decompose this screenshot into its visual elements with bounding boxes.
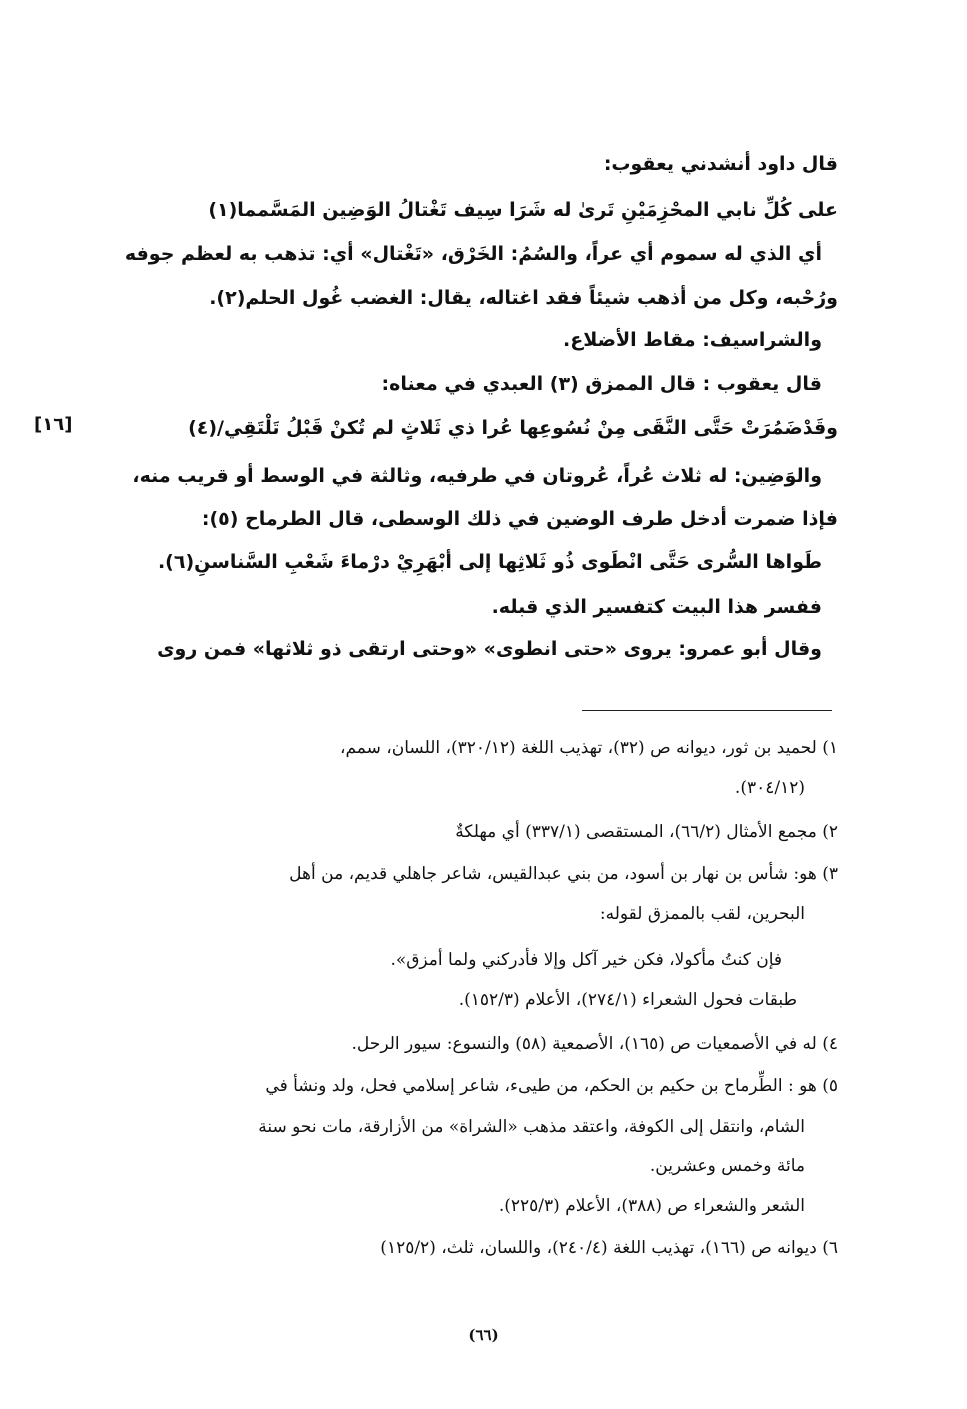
main-line-9: فإذا ضمرت أدخل طرف الوضين في ذلك الوسطى، قال الطرماح (٥): xyxy=(201,508,838,530)
main-line-3: أي الذي له سموم أي عراً، والسُمُ: الخَرْق، «تَغْتال» أي: تذهب به لعظم جوفه xyxy=(124,243,822,265)
footnote-separator xyxy=(582,710,832,711)
footnote-2: ٢) مجمع الأمثال (٦٦/٢)، المستقصى (٣٣٧/١) أي مهلكةٌ xyxy=(455,822,838,842)
main-line-6: قال يعقوب : قال الممزق (٣) العبدي في معناه: xyxy=(381,373,822,395)
main-line-11: ففسر هذا البيت كتفسير الذي قبله. xyxy=(491,596,822,618)
footnote-3-line-2: البحرين، لقب بالممزق لقوله: xyxy=(599,904,805,924)
main-line-1: قال داود أنشدني يعقوب: xyxy=(603,153,838,175)
verse-line-2: وقَدْضَمُرَتْ حَتَّى النَّقَى مِنْ نُسُوعِها عُرا ذي ثَلاثٍ لم تُكنْ قَبْلُ تَلْتَقِي/(٤) xyxy=(188,417,838,439)
verse-line-3: طَواها السُّرى حَتَّى انْطَوى ذُو ثَلاثِها إلى أبْهَرِيْ درْماءَ شَعْبِ السَّناسنِ(٦). xyxy=(157,551,822,573)
footnote-5-line-2: الشام، وانتقل إلى الكوفة، واعتقد مذهب «الشراة» من الأزارقة، مات نحو سنة xyxy=(258,1117,805,1137)
footnote-3-source: طبقات فحول الشعراء (٢٧٤/١)، الأعلام (١٥٢/٣). xyxy=(458,990,797,1010)
footnote-6: ٦) ديوانه ص (١٦٦)، تهذيب اللغة (٢٤٠/٤)، واللسان، ثلث، (١٢٥/٢) xyxy=(380,1238,838,1258)
main-line-12: وقال أبو عمرو: يروى «حتى انطوى» «وحتى ارتقى ذو ثلاثها» فمن روى xyxy=(157,638,822,660)
margin-reference: [١٦] xyxy=(34,414,73,435)
footnote-1-line-2: (٣٠٤/١٢). xyxy=(734,778,805,798)
verse-line-1: على كُلِّ نابي المحْزِمَيْنِ تَرىٰ له شَرَا سِيف تَغْتالُ الوَضِين المَسَّمما(١) xyxy=(208,199,838,221)
main-line-4: ورُحْبه، وكل من أذهب شيئاً فقد اغتاله، يقال: الغضب غُول الحلم(٢). xyxy=(209,287,838,309)
footnote-5-source: الشعر والشعراء ص (٣٨٨)، الأعلام (٢٢٥/٣). xyxy=(498,1196,805,1216)
footnote-1-line-1: ١) لحميد بن ثور، ديوانه ص (٣٢)، تهذيب اللغة (٣٢٠/١٢)، اللسان، سمم، xyxy=(340,738,838,758)
footnote-5-line-3: مائة وخمس وعشرين. xyxy=(649,1156,805,1176)
main-line-8: والوَضِين: له ثلاث عُراً، عُروتان في طرفيه، وثالثة في الوسط أو قريب منه، xyxy=(132,465,822,487)
footnote-3-verse: فإن كنتُ مأكولا، فكن خير آكل وإلا فأدركني ولما أمزق». xyxy=(390,950,782,970)
footnote-5-line-1: ٥) هو : الطِّرماح بن حكيم بن الحكم، من طيىء، شاعر إسلامي فحل، ولد ونشأ في xyxy=(265,1076,838,1096)
footnote-4: ٤) له في الأصمعيات ص (١٦٥)، الأصمعية (٥٨) والنسوع: سيور الرحل. xyxy=(351,1034,838,1054)
footnote-3-line-1: ٣) هو: شأس بن نهار بن أسود، من بني عبدالقيس، شاعر جاهلي قديم، من أهل xyxy=(289,864,838,884)
page-number: (٦٦) xyxy=(468,1326,499,1344)
main-line-5: والشراسيف: مقاط الأضلاع. xyxy=(563,329,822,351)
